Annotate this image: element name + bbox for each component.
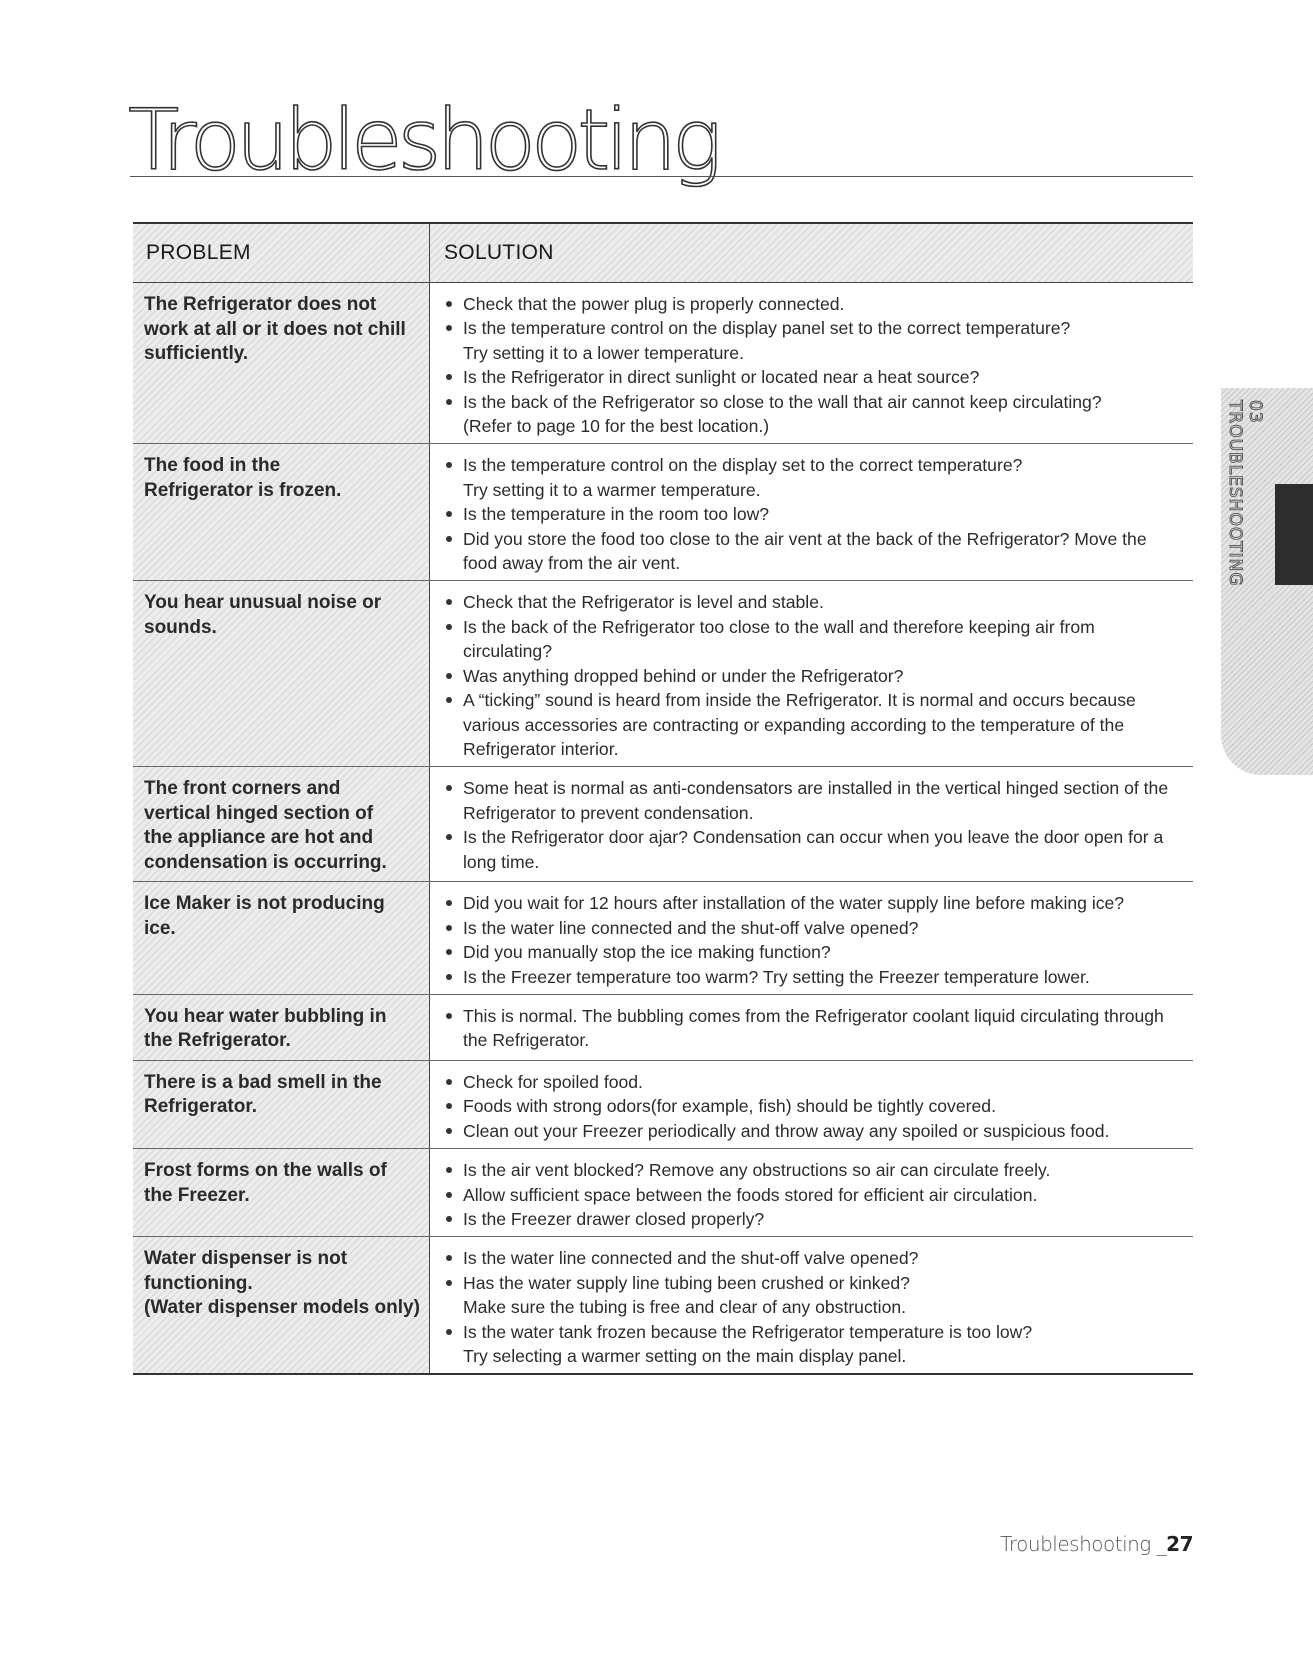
solution-item <box>444 1271 1185 1320</box>
solution-text: Is the water line connected and the shut-off valve opened? <box>463 917 919 938</box>
solution-text: Is the temperature control on the display panel set to the correct temperature? <box>463 318 1071 339</box>
solution-item <box>444 1119 1185 1143</box>
problem-text: The food in the Refrigerator is frozen. <box>144 455 342 501</box>
solution-text: Is the Refrigerator door ajar? Condensation can occur when you leave the door open for a long time. <box>463 827 1164 872</box>
bullet-icon <box>446 511 452 517</box>
solution-item <box>444 316 1185 365</box>
solution-text: Is the Freezer drawer closed properly? <box>463 1208 765 1229</box>
solution-cell <box>430 1237 1193 1373</box>
problem-cell <box>133 1237 430 1373</box>
solution-list <box>444 1246 1185 1368</box>
problem-cell <box>133 1061 430 1148</box>
problem-text: You hear water bubbling in the Refrigerator. <box>144 1005 387 1052</box>
bullet-icon <box>446 399 452 405</box>
solution-item <box>444 590 1185 614</box>
bullet-icon <box>446 785 452 791</box>
solution-text: Check for spoiled food. <box>463 1071 643 1092</box>
bullet-icon <box>446 301 452 307</box>
solution-item <box>444 688 1185 761</box>
bullet-icon <box>446 1079 452 1085</box>
page-title: Troubleshooting <box>128 91 718 189</box>
solution-item <box>444 365 1185 389</box>
solution-item <box>444 825 1185 874</box>
bullet-icon <box>446 1013 452 1019</box>
bullet-icon <box>446 1192 452 1198</box>
bullet-icon <box>446 1255 452 1261</box>
solution-cell <box>430 283 1193 443</box>
solution-text: Foods with strong odors(for example, fish) should be tightly covered. <box>463 1096 996 1117</box>
bullet-icon <box>446 1128 452 1134</box>
bullet-icon <box>446 1329 452 1335</box>
solution-list <box>444 891 1185 989</box>
problem-cell <box>133 581 430 766</box>
solution-text: Is the temperature control on the display set to the correct temperature? <box>463 455 1023 476</box>
bullet-icon <box>446 462 452 468</box>
solution-item <box>444 965 1185 989</box>
bullet-icon <box>446 1103 452 1109</box>
solution-item <box>444 390 1185 439</box>
troubleshooting-table <box>133 222 1193 1375</box>
bullet-icon <box>446 673 452 679</box>
bullet-icon <box>446 325 452 331</box>
bullet-icon <box>446 599 452 605</box>
solution-text: Check that the power plug is properly connected. <box>463 294 845 314</box>
table-row <box>133 581 1193 767</box>
solution-item <box>444 502 1185 526</box>
table-row <box>133 1237 1193 1373</box>
bullet-icon <box>446 624 452 630</box>
bullet-icon <box>446 1280 452 1286</box>
solution-followup: Try setting it to a warmer temperature. <box>463 479 761 500</box>
bullet-icon <box>446 949 452 955</box>
problem-cell <box>133 882 430 994</box>
solution-cell <box>430 1149 1193 1236</box>
solution-text: Allow sufficient space between the foods stored for efficient air circulation. <box>463 1184 1038 1205</box>
solution-list <box>444 453 1185 575</box>
solution-cell <box>430 882 1193 994</box>
table-row <box>133 882 1193 995</box>
solution-item <box>444 1320 1185 1369</box>
problem-text: The Refrigerator does not work at all or it does not chill sufficiently. <box>144 294 406 364</box>
solution-item <box>444 1246 1185 1270</box>
solution-text: Did you manually stop the ice making function? <box>463 942 831 963</box>
solution-followup: (Refer to page 10 for the best location.) <box>463 416 770 437</box>
chapter-tab-marker <box>1275 484 1313 585</box>
solution-text: Clean out your Freezer periodically and throw away any spoiled or suspicious food. <box>463 1120 1110 1141</box>
solution-text: This is normal. The bubbling comes from the Refrigerator coolant liquid circulating through the Refrigerator. <box>463 1005 1164 1051</box>
solution-list <box>444 1070 1185 1143</box>
solution-item <box>444 916 1185 940</box>
solution-text: Has the water supply line tubing been crushed or kinked? <box>463 1272 910 1293</box>
solution-text: Is the water tank frozen because the Refrigerator temperature is too low? <box>463 1321 1033 1342</box>
solution-list <box>444 1158 1185 1231</box>
solution-cell <box>430 1061 1193 1148</box>
problem-text: The front corners and vertical hinged section of the appliance are hot and condensation is occurring. <box>144 778 387 873</box>
solution-list <box>444 590 1185 761</box>
solution-item <box>444 292 1185 316</box>
table-body <box>133 283 1193 1373</box>
bullet-icon <box>446 925 452 931</box>
solution-item <box>444 776 1185 825</box>
table-row <box>133 1061 1193 1149</box>
solution-item <box>444 891 1185 915</box>
footer-section-name: Troubleshooting _ <box>1000 1532 1167 1556</box>
chapter-tab-label: 03 TROUBLESHOOTING <box>1225 400 1265 587</box>
solution-followup: Try selecting a warmer setting on the main display panel. <box>463 1346 907 1366</box>
solution-item <box>444 664 1185 688</box>
solution-item <box>444 1070 1185 1094</box>
solution-list <box>444 776 1185 874</box>
solution-item <box>444 615 1185 664</box>
table-header <box>133 224 1193 283</box>
solution-text: Was anything dropped behind or under the Refrigerator? <box>463 665 904 686</box>
solution-item <box>444 1158 1185 1182</box>
problem-text: Water dispenser is not functioning. (Water dispenser models only) <box>144 1248 420 1319</box>
solution-item <box>444 453 1185 502</box>
table-row <box>133 444 1193 581</box>
problem-cell <box>133 995 430 1060</box>
header-solution-cell <box>430 224 1193 282</box>
table-row <box>133 1149 1193 1237</box>
problem-cell <box>133 767 430 881</box>
bullet-icon <box>446 1167 452 1173</box>
solution-text: A “ticking” sound is heard from inside the Refrigerator. It is normal and occurs because various accessories are contracting or expanding according to the temperature of the Refrigerator interior. <box>463 690 1136 759</box>
solution-list <box>444 292 1185 438</box>
solution-item <box>444 1004 1185 1053</box>
solution-item <box>444 1207 1185 1231</box>
page-number: 27 <box>1166 1532 1193 1556</box>
solution-text: Check that the Refrigerator is level and stable. <box>463 592 824 613</box>
table-row <box>133 995 1193 1061</box>
solution-item <box>444 1094 1185 1118</box>
solution-cell <box>430 444 1193 580</box>
bullet-icon <box>446 536 452 542</box>
bullet-icon <box>446 1216 452 1222</box>
solution-text: Is the back of the Refrigerator too close to the wall and therefore keeping air from circulating? <box>463 616 1095 662</box>
solution-text: Did you wait for 12 hours after installation of the water supply line before making ice? <box>463 893 1125 914</box>
solution-text: Is the Refrigerator in direct sunlight or located near a heat source? <box>463 367 980 388</box>
header-solution: SOLUTION <box>444 241 554 264</box>
title-rule <box>130 176 1193 177</box>
table-row <box>133 767 1193 882</box>
problem-cell <box>133 283 430 443</box>
table-row <box>133 283 1193 444</box>
solution-item <box>444 940 1185 964</box>
page-footer <box>1000 1532 1193 1556</box>
solution-followup: Try setting it to a lower temperature. <box>463 342 744 363</box>
problem-text: Ice Maker is not producing ice. <box>144 893 385 939</box>
solution-text: Did you store the food too close to the air vent at the back of the Refrigerator? Move the food away from the air vent. <box>463 528 1147 574</box>
solution-text: Some heat is normal as anti-condensators are installed in the vertical hinged section of the Refrigerator to prevent condensation. <box>463 778 1169 823</box>
solution-text: Is the water line connected and the shut-off valve opened? <box>463 1248 919 1269</box>
solution-followup: Make sure the tubing is free and clear of any obstruction. <box>463 1297 907 1318</box>
problem-text: Frost forms on the walls of the Freezer. <box>144 1160 387 1206</box>
problem-text: There is a bad smell in the Refrigerator. <box>144 1071 382 1118</box>
solution-text: Is the Freezer temperature too warm? Try setting the Freezer temperature lower. <box>463 966 1090 987</box>
solution-text: Is the temperature in the room too low? <box>463 504 770 525</box>
solution-list <box>444 1004 1185 1053</box>
problem-text: You hear unusual noise or sounds. <box>144 592 382 638</box>
solution-item <box>444 1183 1185 1207</box>
header-problem: PROBLEM <box>146 241 251 264</box>
solution-cell <box>430 767 1193 881</box>
solution-cell <box>430 995 1193 1060</box>
solution-text: Is the air vent blocked? Remove any obstructions so air can circulate freely. <box>463 1160 1051 1181</box>
bullet-icon <box>446 974 452 980</box>
bullet-icon <box>446 697 452 703</box>
solution-cell <box>430 581 1193 766</box>
solution-text: Is the back of the Refrigerator so close to the wall that air cannot keep circulating? <box>463 391 1102 412</box>
problem-cell <box>133 1149 430 1236</box>
header-problem-cell <box>133 224 430 282</box>
bullet-icon <box>446 374 452 380</box>
bullet-icon <box>446 900 452 906</box>
problem-cell <box>133 444 430 580</box>
solution-item <box>444 527 1185 576</box>
bullet-icon <box>446 834 452 840</box>
